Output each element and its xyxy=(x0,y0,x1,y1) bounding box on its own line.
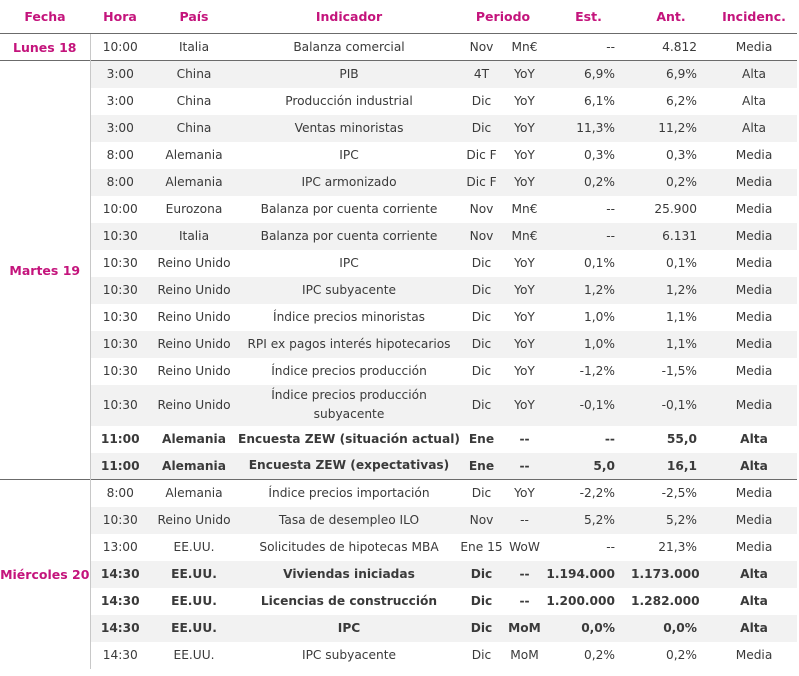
est-cell: 0,0% xyxy=(546,615,631,642)
hora-cell: 10:30 xyxy=(102,310,138,324)
pais-cell: Reino Unido xyxy=(150,277,238,304)
incidencia-cell: Media xyxy=(711,385,797,426)
indicador-cell: IPC subyacente xyxy=(301,647,397,662)
table-row xyxy=(0,588,797,615)
hora-cell: 10:30 xyxy=(102,364,138,378)
hora-cell: 11:00 xyxy=(90,453,150,480)
pais-cell: Italia xyxy=(150,223,238,250)
ant-cell: -1,5% xyxy=(661,364,697,378)
hora-cell: 8:00 xyxy=(106,148,134,162)
unidad-cell: YoY xyxy=(503,385,546,426)
est-cell: 0,3% xyxy=(584,148,615,162)
ant-cell: 0,2% xyxy=(666,648,697,662)
periodo-cell: Dic F xyxy=(460,169,503,196)
pais-cell: EE.UU. xyxy=(173,648,215,662)
ant-cell: 5,2% xyxy=(631,507,711,534)
est-cell: -- xyxy=(606,202,615,216)
unidad-cell: -- xyxy=(519,594,530,608)
ant-cell: 21,3% xyxy=(658,540,697,554)
table-row xyxy=(0,507,797,534)
table-row xyxy=(0,358,797,385)
incidencia-cell: Media xyxy=(735,256,773,270)
hora-cell: 10:00 xyxy=(102,202,138,216)
ant-cell: 6,2% xyxy=(666,94,697,108)
unidad-cell: YoY xyxy=(503,115,546,142)
indicador-cell: Balanza por cuenta corriente xyxy=(260,201,438,216)
est-cell: -- xyxy=(546,34,631,61)
date-cell: Martes 19 xyxy=(0,61,90,480)
table-row xyxy=(0,115,797,142)
pais-cell: China xyxy=(150,61,238,88)
incidencia-cell: Media xyxy=(711,331,797,358)
indicador-cell: IPC armonizado xyxy=(238,169,460,196)
est-cell: 1,2% xyxy=(546,277,631,304)
header-incidencia: Incidenc. xyxy=(711,0,797,34)
hora-cell: 14:30 xyxy=(90,561,150,588)
table-row xyxy=(0,169,797,196)
est-cell: 6,9% xyxy=(546,61,631,88)
unidad-cell: Mn€ xyxy=(503,223,546,250)
table-row xyxy=(0,277,797,304)
indicador-cell: Solicitudes de hipotecas MBA xyxy=(259,539,439,554)
hora-cell: 10:30 xyxy=(90,507,150,534)
indicador-cell: Balanza por cuenta corriente xyxy=(238,223,460,250)
pais-cell: China xyxy=(150,115,238,142)
table-row xyxy=(0,453,797,480)
ant-cell: -0,1% xyxy=(631,385,711,426)
periodo-cell: 4T xyxy=(460,61,503,88)
incidencia-cell: Alta xyxy=(711,453,797,480)
unidad-cell: Mn€ xyxy=(503,34,546,61)
table-row xyxy=(0,196,797,223)
incidencia-cell: Alta xyxy=(742,94,766,108)
periodo-cell: Dic xyxy=(471,648,492,662)
ant-cell: 4.812 xyxy=(631,34,711,61)
table-row xyxy=(0,61,797,88)
incidencia-cell: Media xyxy=(735,310,773,324)
ant-cell: 11,2% xyxy=(631,115,711,142)
table-row xyxy=(0,426,797,453)
unidad-cell: YoY xyxy=(514,148,535,162)
est-cell: -2,2% xyxy=(546,480,631,507)
periodo-cell: Dic xyxy=(460,385,503,426)
unidad-cell: Mn€ xyxy=(511,202,538,216)
est-cell: -- xyxy=(606,540,615,554)
periodo-cell: Dic xyxy=(471,364,492,378)
pais-cell: Reino Unido xyxy=(157,364,231,378)
ant-cell: 25.900 xyxy=(654,202,697,216)
incidencia-cell: Media xyxy=(735,364,773,378)
incidencia-cell: Media xyxy=(711,34,797,61)
header-indicador: Indicador xyxy=(238,0,460,34)
unidad-cell: YoY xyxy=(514,256,535,270)
pais-cell: Alemania xyxy=(162,432,226,446)
ant-cell: -2,5% xyxy=(631,480,711,507)
incidencia-cell: Alta xyxy=(711,61,797,88)
hora-cell: 10:30 xyxy=(90,385,150,426)
hora-cell: 10:30 xyxy=(90,277,150,304)
incidencia-cell: Media xyxy=(711,480,797,507)
ant-cell: 55,0 xyxy=(666,432,697,446)
indicador-cell: Encuesta ZEW (situación actual) xyxy=(238,431,460,446)
indicador-cell: Tasa de desempleo ILO xyxy=(238,507,460,534)
periodo-cell: Dic xyxy=(460,561,503,588)
unidad-cell: -- xyxy=(503,561,546,588)
hora-cell: 3:00 xyxy=(90,61,150,88)
table-row xyxy=(0,385,797,426)
pais-cell: Alemania xyxy=(165,148,223,162)
incidencia-cell: Alta xyxy=(740,432,768,446)
incidencia-cell: Media xyxy=(735,202,773,216)
unidad-cell: WoW xyxy=(509,540,540,554)
pais-cell: Eurozona xyxy=(165,202,223,216)
pais-cell: Alemania xyxy=(150,480,238,507)
unidad-cell: YoY xyxy=(514,364,535,378)
pais-cell: China xyxy=(176,94,212,108)
indicador-cell: Licencias de construcción xyxy=(260,593,438,608)
table-row xyxy=(0,250,797,277)
pais-cell: Reino Unido xyxy=(157,256,231,270)
est-cell: -- xyxy=(546,223,631,250)
unidad-cell: YoY xyxy=(503,277,546,304)
incidencia-cell: Alta xyxy=(711,615,797,642)
unidad-cell: -- xyxy=(503,453,546,480)
hora-cell: 14:30 xyxy=(100,594,140,608)
incidencia-cell: Media xyxy=(735,148,773,162)
pais-cell: EE.UU. xyxy=(150,615,238,642)
indicador-cell: PIB xyxy=(238,61,460,88)
ant-cell: 16,1 xyxy=(631,453,711,480)
incidencia-cell: Media xyxy=(711,277,797,304)
pais-cell: Italia xyxy=(150,34,238,61)
unidad-cell: YoY xyxy=(514,94,535,108)
table-row xyxy=(0,480,797,507)
table-row xyxy=(0,331,797,358)
table-row xyxy=(0,561,797,588)
est-cell: 1.194.000 xyxy=(546,561,631,588)
hora-cell: 10:00 xyxy=(90,34,150,61)
pais-cell: Alemania xyxy=(150,453,238,480)
periodo-cell: Dic xyxy=(460,115,503,142)
indicador-cell: IPC xyxy=(238,615,460,642)
est-cell: 0,2% xyxy=(546,169,631,196)
unidad-cell: YoY xyxy=(503,61,546,88)
indicador-cell: Viviendas iniciadas xyxy=(238,561,460,588)
hora-cell: 10:30 xyxy=(90,223,150,250)
incidencia-cell: Alta xyxy=(740,594,768,608)
periodo-cell: Ene xyxy=(460,453,503,480)
incidencia-cell: Media xyxy=(711,223,797,250)
incidencia-cell: Alta xyxy=(711,115,797,142)
indicador-cell: RPI ex pagos interés hipotecarios xyxy=(238,331,460,358)
hora-cell: 3:00 xyxy=(90,115,150,142)
periodo-cell: Dic xyxy=(460,277,503,304)
periodo-cell: Dic xyxy=(460,615,503,642)
pais-cell: Reino Unido xyxy=(150,507,238,534)
ant-cell: 6,9% xyxy=(631,61,711,88)
est-cell: 1,0% xyxy=(584,310,615,324)
unidad-cell: -- xyxy=(519,432,530,446)
ant-cell: 6.131 xyxy=(631,223,711,250)
est-cell: 5,2% xyxy=(546,507,631,534)
indicador-cell: Índice precios producción xyxy=(271,363,427,378)
unidad-cell: YoY xyxy=(514,310,535,324)
header-est: Est. xyxy=(546,0,631,34)
unidad-cell: MoM xyxy=(510,648,539,662)
ant-cell: 0,0% xyxy=(631,615,711,642)
indicador-cell: IPC xyxy=(339,255,359,270)
periodo-cell: Dic xyxy=(470,594,493,608)
hora-cell: 14:30 xyxy=(90,615,150,642)
periodo-cell: Nov xyxy=(469,202,494,216)
est-cell: -- xyxy=(604,432,615,446)
periodo-cell: Ene xyxy=(468,432,495,446)
indicador-cell: Índice precios producción subyacente xyxy=(238,385,460,426)
incidencia-cell: Media xyxy=(711,169,797,196)
est-cell: 5,0 xyxy=(546,453,631,480)
periodo-cell: Dic xyxy=(471,310,492,324)
est-cell: 1.200.000 xyxy=(546,594,615,608)
unidad-cell: MoM xyxy=(503,615,546,642)
pais-cell: Reino Unido xyxy=(150,385,238,426)
indicador-cell: Producción industrial xyxy=(285,93,413,108)
table-row xyxy=(0,142,797,169)
est-cell: 0,2% xyxy=(584,648,615,662)
table-row xyxy=(0,223,797,250)
periodo-cell: Dic xyxy=(460,331,503,358)
header-pais: País xyxy=(150,0,238,34)
header-ant: Ant. xyxy=(631,0,711,34)
unidad-cell: -- xyxy=(503,507,546,534)
table-row xyxy=(0,642,797,669)
header-fecha: Fecha xyxy=(0,0,90,34)
periodo-cell: Ene 15 xyxy=(460,540,503,554)
header-periodo: Periodo xyxy=(460,0,546,34)
table-row xyxy=(0,534,797,561)
table-row xyxy=(0,304,797,331)
hora-cell: 14:30 xyxy=(102,648,138,662)
periodo-cell: Dic xyxy=(471,94,492,108)
periodo-cell: Nov xyxy=(460,507,503,534)
ant-cell: 1,1% xyxy=(666,310,697,324)
indicador-cell: Índice precios importación xyxy=(238,480,460,507)
table-row xyxy=(0,615,797,642)
periodo-cell: Dic xyxy=(460,480,503,507)
incidencia-cell: Media xyxy=(711,507,797,534)
date-cell: Miércoles 20 xyxy=(0,480,90,669)
unidad-cell: YoY xyxy=(503,331,546,358)
ant-cell: 1,2% xyxy=(631,277,711,304)
indicador-cell: Ventas minoristas xyxy=(238,115,460,142)
indicador-cell: Encuesta ZEW (expectativas) xyxy=(238,453,460,480)
ant-cell: 0,2% xyxy=(631,169,711,196)
est-cell: 6,1% xyxy=(584,94,615,108)
est-cell: 0,1% xyxy=(584,256,615,270)
ant-cell: 1.282.000 xyxy=(631,594,700,608)
ant-cell: 1.173.000 xyxy=(631,561,711,588)
ant-cell: 0,3% xyxy=(666,148,697,162)
indicador-cell: IPC subyacente xyxy=(238,277,460,304)
indicador-cell: Índice precios minoristas xyxy=(272,309,426,324)
incidencia-cell: Media xyxy=(735,648,773,662)
table-row xyxy=(0,88,797,115)
ant-cell: 1,1% xyxy=(631,331,711,358)
incidencia-cell: Alta xyxy=(711,561,797,588)
unidad-cell: YoY xyxy=(503,169,546,196)
periodo-cell: Dic F xyxy=(466,148,497,162)
table-row xyxy=(0,34,797,61)
pais-cell: Reino Unido xyxy=(157,310,231,324)
hora-cell: 8:00 xyxy=(90,480,150,507)
table-header xyxy=(0,0,797,34)
periodo-cell: Dic xyxy=(471,256,492,270)
indicador-cell: Balanza comercial xyxy=(238,34,460,61)
hora-cell: 10:30 xyxy=(102,256,138,270)
est-cell: 1,0% xyxy=(546,331,631,358)
est-cell: 11,3% xyxy=(546,115,631,142)
est-cell: -1,2% xyxy=(579,364,615,378)
header-hora: Hora xyxy=(90,0,150,34)
pais-cell: Alemania xyxy=(150,169,238,196)
hora-cell: 11:00 xyxy=(100,432,140,446)
hora-cell: 10:30 xyxy=(90,331,150,358)
unidad-cell: YoY xyxy=(503,480,546,507)
hora-cell: 3:00 xyxy=(106,94,134,108)
hora-cell: 13:00 xyxy=(102,540,138,554)
date-cell: Lunes 18 xyxy=(0,34,90,61)
pais-cell: EE.UU. xyxy=(171,594,217,608)
periodo-cell: Nov xyxy=(460,34,503,61)
pais-cell: EE.UU. xyxy=(150,561,238,588)
hora-cell: 8:00 xyxy=(90,169,150,196)
indicador-cell: IPC xyxy=(339,147,359,162)
table-body xyxy=(0,34,797,669)
ant-cell: 0,1% xyxy=(666,256,697,270)
pais-cell: EE.UU. xyxy=(173,540,215,554)
incidencia-cell: Media xyxy=(735,540,773,554)
pais-cell: Reino Unido xyxy=(150,331,238,358)
periodo-cell: Nov xyxy=(460,223,503,250)
est-cell: -0,1% xyxy=(546,385,631,426)
